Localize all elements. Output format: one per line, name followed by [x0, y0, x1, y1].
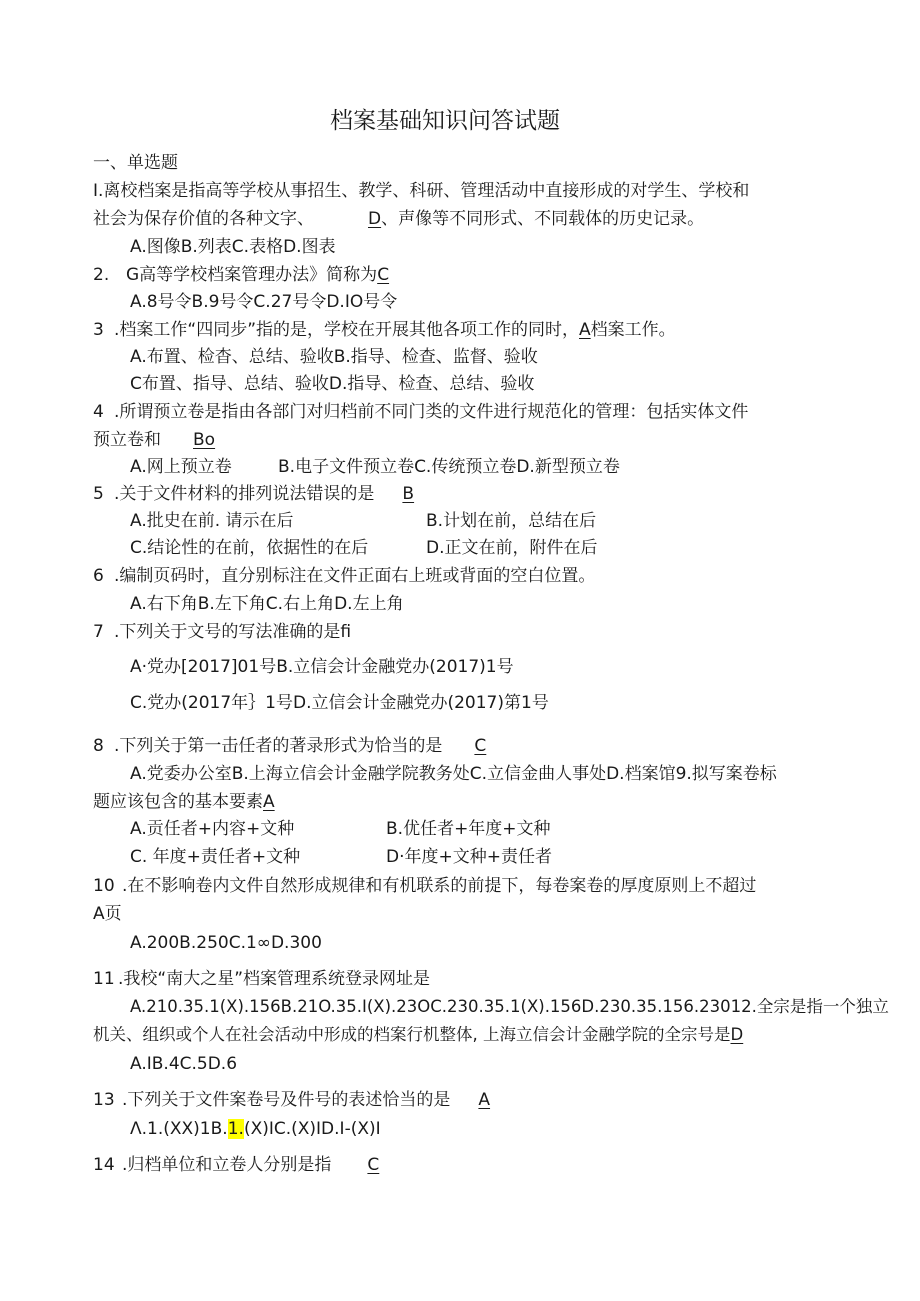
- question-13-options-b: (X)IC.(X)ID.I-(X)I: [243, 1119, 381, 1139]
- question-7-options-2: C.党办(2017年｝1号D.立信会计金融党办(2017)第1号: [130, 693, 549, 713]
- question-9-option-d: D·年度+文种+责任者: [386, 847, 552, 867]
- question-9-line-2: [93, 791, 275, 813]
- question-12-line-2: [93, 1024, 743, 1046]
- question-1-answer: D: [368, 209, 382, 229]
- question-1-line-2: [93, 208, 704, 230]
- question-9-text: 题应该包含的基本要素: [93, 792, 263, 812]
- question-1-line-1: I.离校档案是指高等学校从事招生、教学、科研、管理活动中直接形成的对学生、学校和: [93, 181, 750, 201]
- question-7-options-1: A·党办[2017]01号B.立信会计金融党办(2017)1号: [130, 657, 514, 677]
- question-14-text: .归档单位和立卷人分别是指: [122, 1155, 332, 1175]
- question-5-option-b: B.计划在前，总结在后: [426, 511, 597, 531]
- question-6-number: 6: [93, 566, 104, 586]
- question-3-text: .档案工作“四同步”指的是，学校在开展其他各项工作的同时，: [114, 320, 580, 340]
- question-5-number: 5: [93, 484, 104, 504]
- question-3-options-2: C布置、指导、总结、验收D.指导、检查、总结、验收: [130, 374, 535, 394]
- question-5-line: [114, 483, 414, 505]
- question-8-line: [114, 735, 486, 757]
- question-5-text: .关于文件材料的排列说法错误的是: [114, 484, 375, 504]
- question-14-number: 14: [93, 1155, 115, 1175]
- question-12-options: A.IB.4C.5D.6: [130, 1054, 238, 1074]
- question-2-answer: C: [377, 265, 390, 285]
- question-13-number: 13: [93, 1090, 115, 1110]
- question-4-options-rest: B.电子文件预立卷C.传统预立卷D.新型预立卷: [278, 457, 620, 477]
- question-14-answer: C: [367, 1155, 380, 1175]
- question-6-options: A.右下角B.左下角C.右上角D.左上角: [130, 594, 404, 614]
- question-3-text-tail: 档案工作。: [590, 320, 676, 340]
- question-3-options-1: A.布置、检杳、总结、验收B.指导、检查、监督、验收: [130, 347, 538, 367]
- question-12-answer: D: [730, 1025, 744, 1044]
- question-7-number: 7: [93, 622, 104, 642]
- question-9-option-c: C. 年度+责任者+文种: [130, 847, 301, 867]
- highlighted-text: 1.: [227, 1119, 244, 1139]
- question-4-text-2: 预立卷和: [93, 430, 161, 450]
- question-6-text: .编制页码时，直分别标注在文件正面右上班或背面的空白位置。: [114, 566, 596, 586]
- question-10-number: 10: [93, 876, 115, 896]
- question-4-option-a: A.网上预立卷: [130, 457, 232, 477]
- question-8-options: A.党委办公室B.上海立信会计金融学院教务处C.立信金曲人事处D.档案馆9.拟写案卷标: [130, 764, 777, 784]
- question-13-text: .下列关于文件案卷号及件号的表述恰当的是: [122, 1090, 451, 1110]
- question-11-text: .我校“南大之星”档案管理系统登录网址是: [118, 969, 431, 989]
- question-13-answer: A: [478, 1090, 491, 1110]
- question-4-line-2: [93, 429, 215, 451]
- question-3-answer: A: [579, 320, 591, 340]
- question-9-option-a: A.贡任者+内容+文种: [130, 819, 295, 839]
- question-9-option-b: B.优任者+年度+文种: [386, 819, 551, 839]
- question-4-answer: Bo: [193, 430, 216, 450]
- question-5-option-d: D.正文在前，附件在后: [426, 538, 598, 558]
- question-2-number: 2.: [93, 265, 110, 285]
- question-13-options-a: Λ.1.(XX)1B.: [130, 1119, 228, 1139]
- question-14-line: [122, 1154, 379, 1176]
- question-2-text: G高等学校档案管理办法》简称为: [126, 265, 378, 285]
- question-1-options: A.图像B.列表C.表格D.图表: [130, 237, 336, 257]
- question-8-answer: C: [474, 736, 487, 756]
- question-5-answer: B: [402, 484, 415, 504]
- question-7-text: .下列关于文号的写法准确的是fi: [114, 622, 352, 642]
- question-12-text: 机关、组织或个人在社会活动中形成的档案行机整体, 上海立信会计金融学院的全宗号是: [93, 1025, 731, 1044]
- question-1-text: 社会为保存价值的各种文字、: [93, 209, 314, 229]
- question-8-number: 8: [93, 736, 104, 756]
- question-10-line-2: A页: [93, 904, 122, 924]
- question-4-text: .所谓预立卷是指由各部门对归档前不同门类的文件进行规范化的管理：包括实体文件: [114, 402, 749, 422]
- question-1-text-tail: 、声像等不同形式、不同载体的历史记录。: [381, 209, 705, 229]
- question-10-options: A.200B.250C.1∞D.300: [130, 933, 322, 953]
- question-9-answer: A: [263, 792, 275, 812]
- question-4-number: 4: [93, 402, 104, 422]
- question-11-number: 11: [93, 969, 115, 989]
- question-3-number: 3: [93, 320, 104, 340]
- page-title: 档案基础知识问答试题: [330, 108, 560, 134]
- question-10-text: .在不影响卷内文件自然形成规律和有机联系的前提下，每卷案卷的厚度原则上不超过: [122, 876, 757, 896]
- question-2-line: [126, 264, 389, 286]
- question-2-options: A.8号令B.9号令C.27号令D.IO号令: [130, 292, 398, 312]
- question-13-options: [130, 1118, 381, 1140]
- question-5-option-c: C.结论性的在前，依据性的在后: [130, 538, 369, 558]
- section-heading: 一、单选题: [93, 153, 178, 173]
- question-5-option-a: A.批史在前. 请示在后: [130, 511, 294, 531]
- question-3-line: [114, 319, 676, 341]
- question-13-line: [122, 1089, 490, 1111]
- question-8-text: .下列关于第一击任者的著录形式为恰当的是: [114, 736, 443, 756]
- question-11-options: A.210.35.1(X).156B.21O.35.I(X).23OC.230.35.1(X).156D.230.35.156.23012.全宗是指一个独立: [130, 997, 889, 1016]
